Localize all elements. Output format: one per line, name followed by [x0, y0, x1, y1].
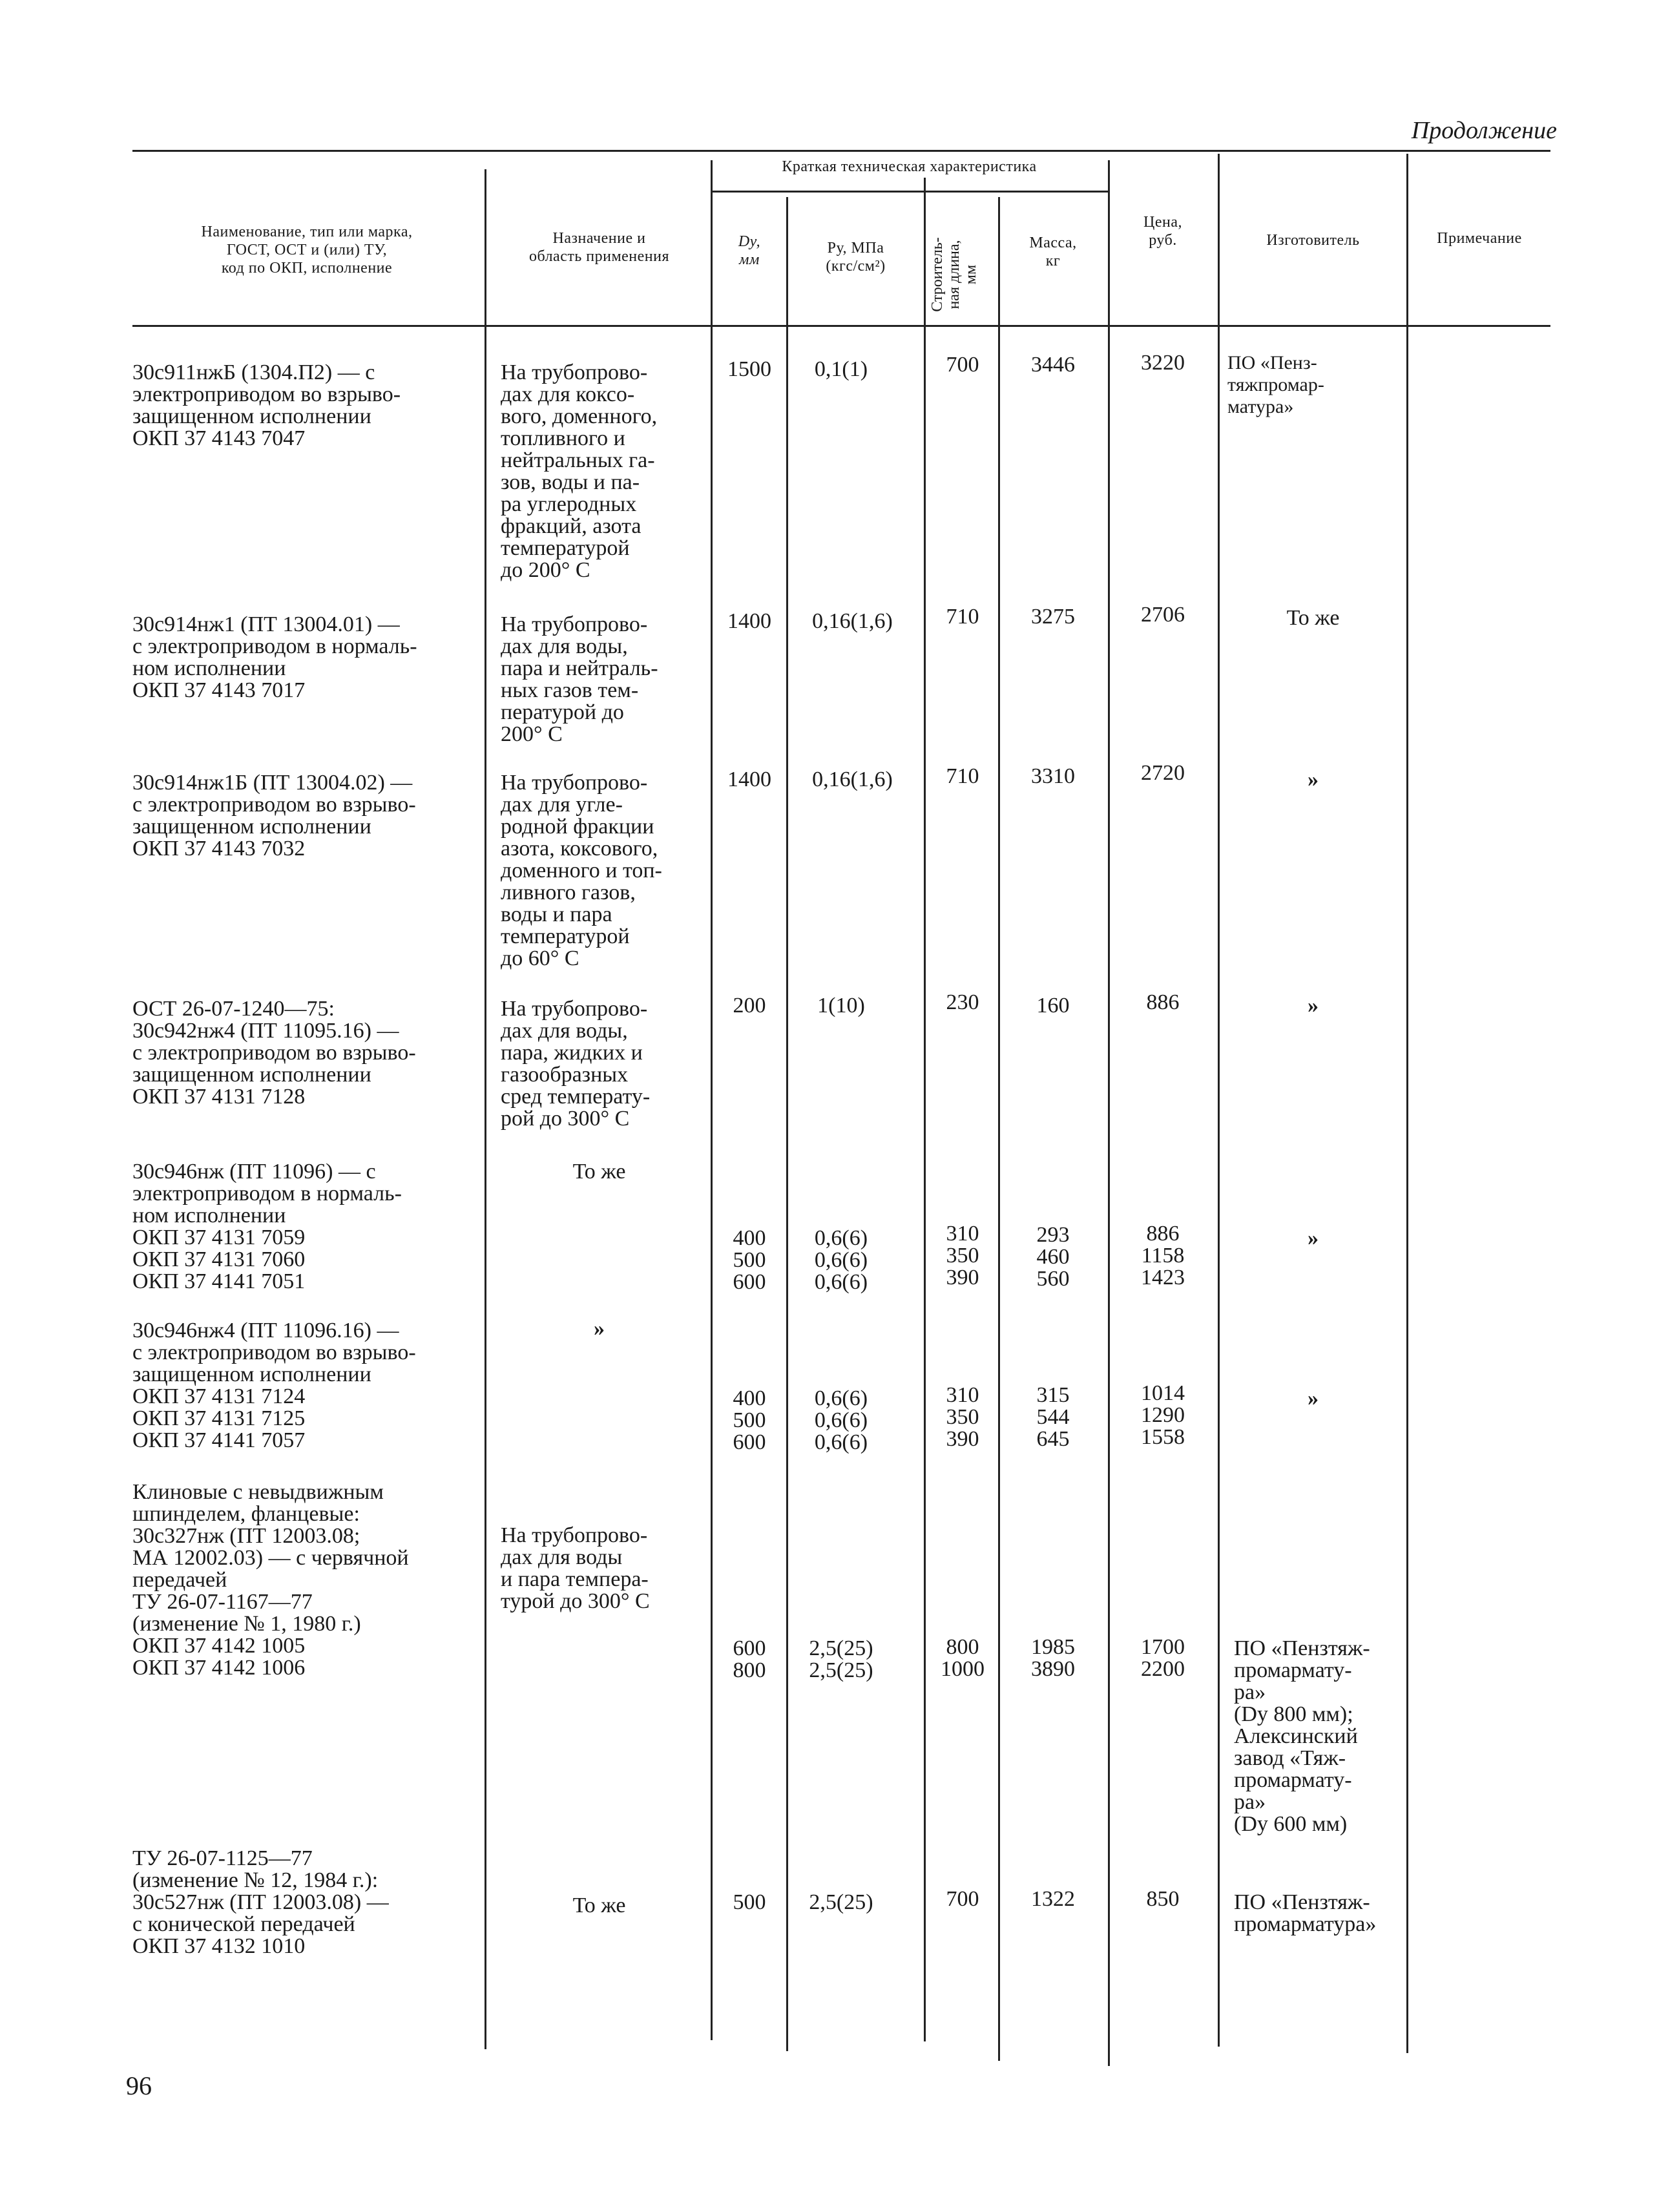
table-row-mass: 160 — [1036, 994, 1070, 1017]
table-row-name: 30с914нж1 (ПТ 13004.01) — с электроприводом в нормаль- ном исполнении ОКП 37 4143 7017 — [132, 612, 417, 702]
table-row-length: 700 — [946, 353, 979, 377]
table-row-mass: 293 460 560 — [1036, 1223, 1070, 1291]
header-py: Pу, МПа (кгс/см²) — [826, 240, 886, 275]
table-row-length: 230 — [946, 990, 979, 1014]
table-row-mass: 1985 3890 — [1031, 1635, 1075, 1681]
col-divider — [711, 160, 713, 2040]
table-row-price: 3220 — [1141, 351, 1185, 375]
header-name: Наименование, тип или марка, ГОСТ, ОСТ и (или) ТУ, код по ОКП, исполнение — [201, 224, 413, 276]
table-row-maker: ПО «Пенз- тяжпромар- матура» — [1227, 352, 1324, 417]
table-row-py: 0,1(1) — [814, 357, 868, 381]
table-header-rule — [132, 325, 1550, 327]
table-row-length: 310 350 390 — [946, 1222, 979, 1289]
table-row-dy: 200 — [733, 994, 766, 1017]
table-row-mass: 1322 — [1031, 1887, 1075, 1911]
table-row-length: 700 — [946, 1887, 979, 1911]
table-top-rule — [132, 150, 1550, 152]
table-row-py: 0,16(1,6) — [812, 767, 893, 791]
table-row-name: Клиновые с невыдвижным шпинделем, фланцевые: 30с327нж (ПТ 12003.08; МА 12002.03) — с червячной передачей ТУ 26-07-1167—77 (изменение № 1, 1980 г.) ОКП 37 4142 1005 ОКП 37 4142 1006 — [132, 1480, 409, 1680]
table-row-price: 2706 — [1141, 603, 1185, 627]
table-row-price: 2720 — [1141, 761, 1185, 785]
table-row-py: 0,6(6) 0,6(6) 0,6(6) — [814, 1386, 868, 1454]
table-row-dy: 600 800 — [733, 1636, 766, 1682]
header-tech: Краткая техническая характеристика — [782, 158, 1037, 175]
table-row-dy: 1400 — [727, 767, 771, 791]
table-row-mass: 3275 — [1031, 605, 1075, 629]
table-row-maker: ПО «Пензтяж- промармату- ра» (Dу 800 мм); Алексинский завод «Тяж- промармату- ра» (Dу 600 мм) — [1234, 1636, 1370, 1836]
table-row-name: 30с946нж4 (ПТ 11096.16) — с электроприводом во взрыво- защищенном исполнении ОКП 37 4131 7124 ОКП 37 4131 7125 ОКП 37 4141 7057 — [132, 1319, 416, 1452]
table-row-maker: То же — [1286, 606, 1340, 630]
table-row-py: 1(10) — [817, 994, 865, 1017]
table-row-price: 1014 1290 1558 — [1141, 1381, 1185, 1449]
table-row-maker: » — [1308, 1386, 1319, 1410]
tech-subheader-rule — [711, 191, 1108, 193]
table-row-dy: 400 500 600 — [733, 1226, 766, 1294]
table-row-dy: 1400 — [727, 609, 771, 633]
table-row-purpose: » — [594, 1317, 605, 1341]
header-mass: Масса, кг — [1029, 235, 1077, 269]
table-row-price: 1700 2200 — [1141, 1635, 1185, 1681]
header-maker: Изготовитель — [1266, 232, 1360, 249]
table-row-purpose: На трубопрово- дах для воды, пара, жидких и газообразных сред температу- рой до 300° С — [501, 997, 651, 1131]
col-divider — [485, 169, 486, 2049]
table-row-name: ОСТ 26-07-1240—75: 30с942нж4 (ПТ 11095.16) — с электроприводом во взрыво- защищенном исполнении ОКП 37 4131 7128 — [132, 997, 416, 1109]
header-note: Примечание — [1437, 230, 1522, 247]
col-divider — [1218, 154, 1220, 2047]
col-divider — [924, 178, 926, 2041]
table-row-py: 0,16(1,6) — [812, 609, 893, 633]
header-dy: Dу, мм — [738, 233, 761, 268]
table-row-dy: 1500 — [727, 357, 771, 381]
table-row-name: 30с914нж1Б (ПТ 13004.02) — с электроприводом во взрыво- защищенном исполнении ОКП 37 4143 7032 — [132, 771, 416, 861]
table-row-purpose: То же — [572, 1894, 626, 1917]
table-row-length: 710 — [946, 764, 979, 788]
table-row-mass: 315 544 645 — [1036, 1383, 1070, 1451]
table-row-maker: » — [1308, 994, 1319, 1017]
col-divider — [1406, 154, 1408, 2053]
table-row-length: 710 — [946, 605, 979, 629]
table-row-name: 30с946нж (ПТ 11096) — с электроприводом в нормаль- ном исполнении ОКП 37 4131 7059 ОКП 37 4131 7060 ОКП 37 4141 7051 — [132, 1160, 402, 1293]
page-number: 96 — [126, 2071, 152, 2100]
table-row-maker: » — [1308, 1226, 1319, 1250]
table-row-py: 0,6(6) 0,6(6) 0,6(6) — [814, 1226, 868, 1294]
table-row-length: 310 350 390 — [946, 1383, 979, 1451]
header-purpose: Назначение и область применения — [528, 230, 670, 265]
col-divider — [786, 197, 788, 2051]
table-row-length: 800 1000 — [941, 1635, 985, 1681]
col-divider — [998, 197, 1000, 2061]
table-row-dy: 500 — [733, 1890, 766, 1914]
table-row-purpose: На трубопрово- дах для угле- родной фракции азота, коксового, доменного и топ- ливного газов, воды и пара температурой до 60° С — [501, 771, 662, 970]
table-row-dy: 400 500 600 — [733, 1386, 766, 1454]
table-row-maker: » — [1308, 767, 1319, 791]
continuation-label: Продолжение — [1411, 117, 1557, 144]
table-row-mass: 3310 — [1031, 764, 1075, 788]
table-row-py: 2,5(25) 2,5(25) — [809, 1636, 873, 1682]
col-divider — [1108, 160, 1110, 2066]
table-row-price: 886 1158 1423 — [1141, 1222, 1185, 1289]
table-row-py: 2,5(25) — [809, 1890, 873, 1914]
table-row-purpose: На трубопрово- дах для воды, пара и нейтраль- ных газов тем- пературой до 200° С — [501, 612, 658, 746]
table-row-name: 30с911нжБ (1304.П2) — с электроприводом во взрыво- защищенном исполнении ОКП 37 4143 7047 — [132, 360, 401, 450]
table-row-purpose: На трубопрово- дах для коксо- вого, доменного, топливного и нейтральных га- зов, воды и па- ра углеродных фракций, азота температурой до 200° С — [501, 360, 658, 582]
table-row-name: ТУ 26-07-1125—77 (изменение № 12, 1984 г.): 30с527нж (ПТ 12003.08) — с конической передачей ОКП 37 4132 1010 — [132, 1846, 389, 1958]
table-row-price: 886 — [1146, 990, 1180, 1014]
table-row-mass: 3446 — [1031, 353, 1075, 377]
table-row-maker: ПО «Пензтяж- промарматура» — [1234, 1890, 1377, 1936]
table-row-purpose: На трубопрово- дах для воды и пара темпера- турой до 300° С — [501, 1523, 650, 1613]
table-row-price: 850 — [1146, 1887, 1180, 1911]
header-price: Цена, руб. — [1143, 214, 1182, 249]
header-length: Строитель- ная длина, мм — [929, 237, 979, 312]
table-row-purpose: То же — [572, 1160, 626, 1184]
